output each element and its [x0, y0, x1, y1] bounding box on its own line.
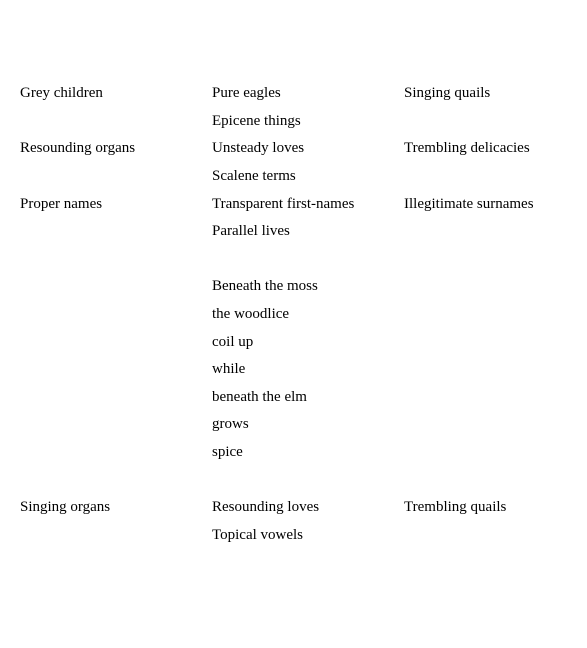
- poem-cell-col2: coil up: [212, 333, 254, 350]
- poem-cell-col1: Grey children: [20, 85, 103, 102]
- poem-line: [20, 301, 580, 329]
- poem-line: [20, 384, 580, 412]
- poem-cell-col2: while: [212, 361, 246, 378]
- poem-line: [20, 439, 580, 467]
- poem-line: [20, 190, 580, 218]
- poem-cell-col3: Trembling delicacies: [404, 140, 530, 157]
- poem-cell-col2: Resounding loves: [212, 499, 320, 516]
- poem-cell-col2: spice: [212, 444, 243, 461]
- poem-line: [20, 494, 580, 522]
- poem-cell-col2: Scalene terms: [212, 168, 296, 185]
- poem-cell-col2: Epicene things: [212, 112, 301, 129]
- poem-cell-col3: Illegitimate surnames: [404, 195, 534, 212]
- poem-cell-col2: Unsteady loves: [212, 140, 305, 157]
- poem-cell-col3: Trembling quails: [404, 499, 507, 516]
- poem-cell-col1: Resounding organs: [20, 140, 136, 157]
- poem-cell-col2: Topical vowels: [212, 526, 304, 543]
- poem-cell-col1: Proper names: [20, 195, 103, 212]
- poem-cell-col2: grows: [212, 416, 249, 433]
- poem-cell-col2: the woodlice: [212, 306, 290, 323]
- poem-cell-col3: Singing quails: [404, 85, 491, 102]
- poem-line: [20, 411, 580, 439]
- poem-line: [20, 218, 580, 246]
- poem-cell-col2: Parallel lives: [212, 223, 290, 240]
- poem-line: [20, 135, 580, 163]
- poem-line: [20, 163, 580, 191]
- poem-cell-col1: Singing organs: [20, 499, 111, 516]
- poem-cell-col2: beneath the elm: [212, 388, 307, 405]
- stanza-break: [20, 246, 580, 274]
- poem-cell-col2: Pure eagles: [212, 85, 281, 102]
- poem-line: [20, 108, 580, 136]
- poem-cell-col2: Beneath the moss: [212, 278, 318, 295]
- poem-text: [20, 80, 580, 549]
- stanza-break: [20, 466, 580, 494]
- poem-cell-col2: Transparent first-names: [212, 195, 355, 212]
- poem-line: [20, 80, 580, 108]
- poem-line: [20, 328, 580, 356]
- poem-line: [20, 356, 580, 384]
- poem-line: [20, 273, 580, 301]
- poem-line: [20, 522, 580, 550]
